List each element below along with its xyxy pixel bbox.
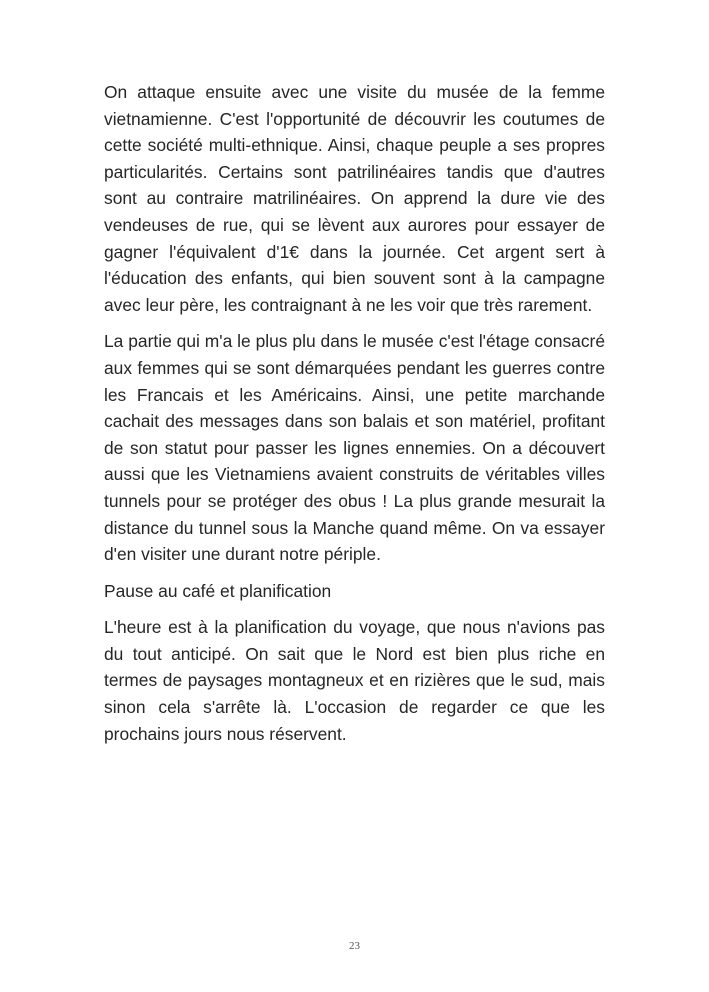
paragraph-museum-visit: On attaque ensuite avec une visite du musée de la femme vietnamienne. C'est l'opportunité de découvrir les coutumes de cette société multi-ethnique. Ainsi, chaque peuple a ses propres particularités. Certains sont patrilinéaires tandis que d'autres sont au contraire matrilinéaires. On apprend la dure vie des vendeuses de rue, qui se lèvent aux aurores pour essayer de gagner l'équivalent d'1€ dans la journée. Cet argent sert à l'éducation des enfants, qui bien souvent sont à la campagne avec leur père, les contraignant à ne les voir que très rarement. <box>104 82 605 315</box>
paragraph-war-women: La partie qui m'a le plus plu dans le musée c'est l'étage consacré aux femmes qui se sont démarquées pendant les guerres contre les Francais et les Américains. Ainsi, une petite marchande cachait des messages dans son balais et son matériel, profitant de son statut pour passer les lignes ennemies. On a découvert aussi que les Vietnamiens avaient construits de véritables villes tunnels pour se protéger des obus ! La plus grande mesurait la distance du tunnel sous la Manche quand même. On va essayer d'en visiter une durant notre périple. <box>104 331 605 565</box>
paragraph-planning: L'heure est à la planification du voyage, que nous n'avions pas du tout anticipé. On sait que le Nord est bien plus riche en termes de paysages montagneux et en rizières que le sud, mais sinon cela s'arrête là. L'occasion de regarder ce que les prochains jours nous réservent. <box>104 617 605 744</box>
page-number: 23 <box>349 940 360 952</box>
section-subheading: Pause au café et planification <box>104 580 332 601</box>
page-body <box>104 79 605 757</box>
